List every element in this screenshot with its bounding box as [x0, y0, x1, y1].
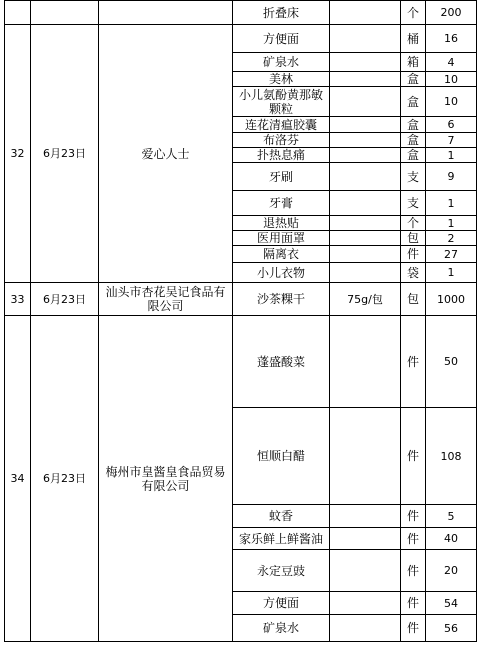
item-name-cell: 牙刷 — [233, 163, 330, 191]
unit-cell: 件 — [401, 408, 426, 505]
qty-cell: 6 — [426, 117, 477, 133]
donation-table — [4, 0, 477, 642]
qty-cell: 5 — [426, 505, 477, 528]
spec-cell — [330, 1, 401, 25]
qty-cell: 1 — [426, 191, 477, 216]
qty-cell: 1000 — [426, 283, 477, 316]
unit-cell: 件 — [401, 505, 426, 528]
unit-cell: 支 — [401, 163, 426, 191]
table-row — [5, 25, 477, 53]
donation-sheet — [4, 0, 477, 642]
spec-cell — [330, 117, 401, 133]
qty-cell: 40 — [426, 528, 477, 550]
unit-cell: 件 — [401, 592, 426, 615]
unit-cell: 袋 — [401, 263, 426, 283]
item-name-cell: 连花清瘟胶囊 — [233, 117, 330, 133]
donor-name-cell: 梅州市皇酱皇食品贸易有限公司 — [99, 316, 233, 642]
table-row — [5, 316, 477, 408]
unit-cell: 件 — [401, 246, 426, 263]
spec-cell: 75g/包 — [330, 283, 401, 316]
unit-cell: 盒 — [401, 148, 426, 163]
unit-cell: 盒 — [401, 133, 426, 148]
spec-cell — [330, 163, 401, 191]
qty-cell: 27 — [426, 246, 477, 263]
unit-cell: 箱 — [401, 53, 426, 72]
entry-number-cell: 33 — [5, 283, 31, 316]
unit-cell: 个 — [401, 216, 426, 231]
qty-cell: 10 — [426, 72, 477, 87]
spec-cell — [330, 615, 401, 642]
date-cell: 6月23日 — [31, 283, 99, 316]
table-row — [5, 283, 477, 316]
unit-cell: 件 — [401, 550, 426, 592]
spec-cell — [330, 53, 401, 72]
unit-cell: 盒 — [401, 87, 426, 117]
qty-cell: 54 — [426, 592, 477, 615]
qty-cell: 2 — [426, 231, 477, 246]
item-name-cell: 蓬盛酸菜 — [233, 316, 330, 408]
qty-cell: 1 — [426, 148, 477, 163]
spec-cell — [330, 87, 401, 117]
unit-cell: 包 — [401, 283, 426, 316]
qty-cell: 4 — [426, 53, 477, 72]
item-name-cell: 方便面 — [233, 25, 330, 53]
donor-name-cell: 爱心人士 — [99, 25, 233, 283]
qty-cell: 56 — [426, 615, 477, 642]
spec-cell — [330, 148, 401, 163]
item-name-cell: 方便面 — [233, 592, 330, 615]
top-donor-cell — [99, 1, 233, 25]
spec-cell — [330, 592, 401, 615]
donor-name-cell: 汕头市杏花吴记食品有限公司 — [99, 283, 233, 316]
spec-cell — [330, 316, 401, 408]
spec-cell — [330, 550, 401, 592]
item-name-cell: 矿泉水 — [233, 53, 330, 72]
unit-cell: 盒 — [401, 117, 426, 133]
qty-cell: 10 — [426, 87, 477, 117]
qty-cell: 16 — [426, 25, 477, 53]
table-row — [5, 1, 477, 25]
item-name-cell: 矿泉水 — [233, 615, 330, 642]
item-name-cell: 小儿衣物 — [233, 263, 330, 283]
qty-cell: 50 — [426, 316, 477, 408]
top-no-cell — [5, 1, 31, 25]
qty-cell: 9 — [426, 163, 477, 191]
item-name-cell: 美林 — [233, 72, 330, 87]
qty-cell: 7 — [426, 133, 477, 148]
unit-cell: 支 — [401, 191, 426, 216]
entry-number-cell: 32 — [5, 25, 31, 283]
item-name-cell: 折叠床 — [233, 1, 330, 25]
spec-cell — [330, 191, 401, 216]
unit-cell: 件 — [401, 528, 426, 550]
unit-cell: 盒 — [401, 72, 426, 87]
qty-cell: 1 — [426, 216, 477, 231]
spec-cell — [330, 263, 401, 283]
date-cell: 6月23日 — [31, 25, 99, 283]
qty-cell: 20 — [426, 550, 477, 592]
qty-cell: 108 — [426, 408, 477, 505]
unit-cell: 包 — [401, 231, 426, 246]
item-name-cell: 小儿氨酚黄那敏颗粒 — [233, 87, 330, 117]
spec-cell — [330, 216, 401, 231]
item-name-cell: 家乐鲜上鲜酱油 — [233, 528, 330, 550]
item-name-cell: 沙茶粿干 — [233, 283, 330, 316]
item-name-cell: 永定豆豉 — [233, 550, 330, 592]
item-name-cell: 蚊香 — [233, 505, 330, 528]
item-name-cell: 隔离衣 — [233, 246, 330, 263]
entry-number-cell: 34 — [5, 316, 31, 642]
spec-cell — [330, 408, 401, 505]
unit-cell: 桶 — [401, 25, 426, 53]
item-name-cell: 医用面罩 — [233, 231, 330, 246]
unit-cell: 件 — [401, 316, 426, 408]
item-name-cell: 布洛芬 — [233, 133, 330, 148]
spec-cell — [330, 25, 401, 53]
spec-cell — [330, 505, 401, 528]
spec-cell — [330, 231, 401, 246]
top-date-cell — [31, 1, 99, 25]
spec-cell — [330, 133, 401, 148]
item-name-cell: 扑热息痛 — [233, 148, 330, 163]
unit-cell: 件 — [401, 615, 426, 642]
spec-cell — [330, 72, 401, 87]
spec-cell — [330, 528, 401, 550]
unit-cell: 个 — [401, 1, 426, 25]
item-name-cell: 牙膏 — [233, 191, 330, 216]
spec-cell — [330, 246, 401, 263]
date-cell: 6月23日 — [31, 316, 99, 642]
item-name-cell: 恒顺白醋 — [233, 408, 330, 505]
item-name-cell: 退热贴 — [233, 216, 330, 231]
qty-cell: 1 — [426, 263, 477, 283]
qty-cell: 200 — [426, 1, 477, 25]
